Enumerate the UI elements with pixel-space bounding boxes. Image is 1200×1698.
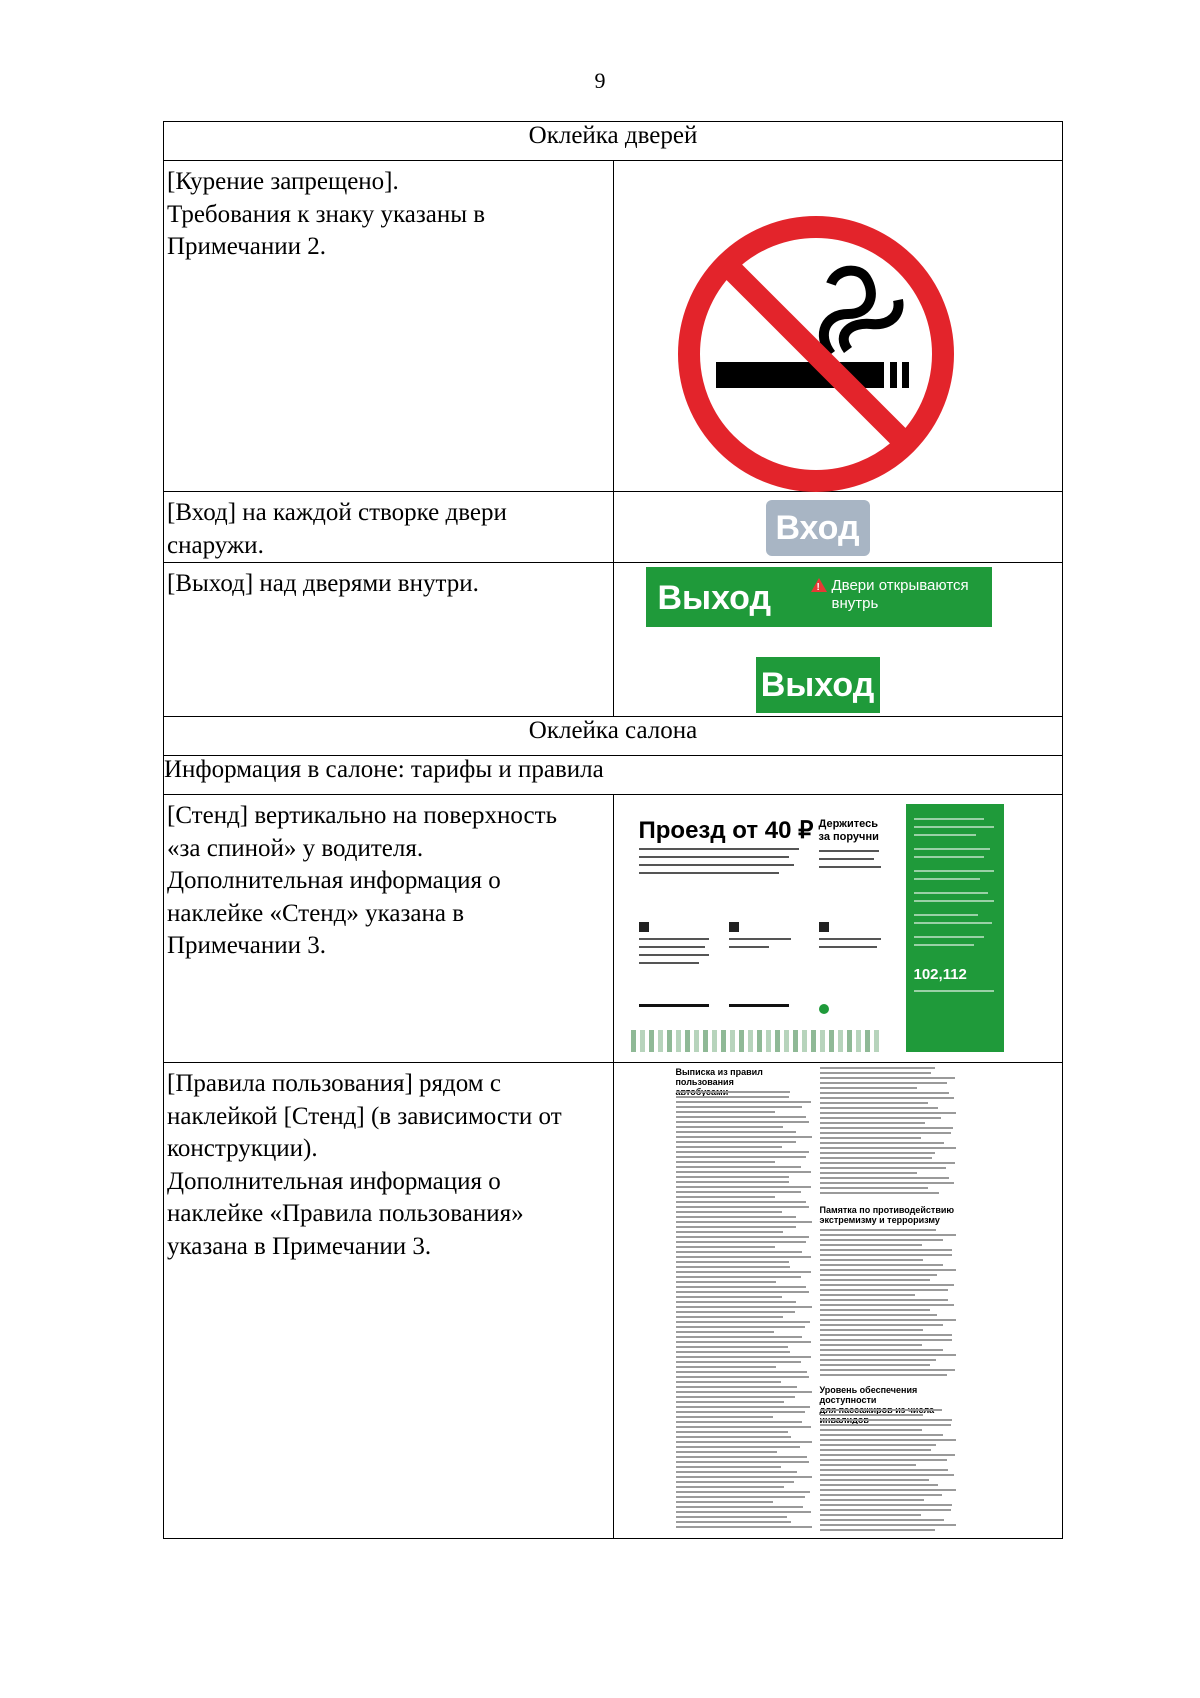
rules-text-line xyxy=(820,1254,952,1256)
exit-image-cell xyxy=(613,563,1063,717)
page-number: 9 xyxy=(594,68,606,93)
rules-text-line xyxy=(676,1156,806,1158)
rules-text-line xyxy=(820,1329,923,1331)
rules-text-line xyxy=(676,1341,811,1343)
rules-text-line xyxy=(820,1409,942,1411)
rules-text-line xyxy=(676,1491,810,1493)
rules-text-line xyxy=(676,1391,812,1393)
rules-text-line xyxy=(820,1309,930,1311)
rules-text-line xyxy=(676,1206,809,1208)
rules-text-line xyxy=(676,1411,805,1413)
salon-info-row: Информация в салоне: тарифы и правила xyxy=(164,756,1063,795)
exit-description-cell xyxy=(164,563,614,717)
rules-text-line xyxy=(820,1157,932,1159)
rules-text-line xyxy=(820,1524,956,1526)
stand-image-cell xyxy=(613,795,1063,1063)
rules-text-line xyxy=(676,1246,775,1248)
rules-text-line xyxy=(820,1429,922,1431)
stand-poster-hold: Держитесь за поручни xyxy=(818,818,879,843)
rules-text-line xyxy=(676,1401,784,1403)
rules-text-line xyxy=(820,1234,956,1236)
rules-text-line xyxy=(820,1324,943,1326)
rules-text-line xyxy=(676,1101,811,1103)
rules-text-line xyxy=(820,1339,952,1341)
rules-text-line xyxy=(676,1381,781,1383)
rules-text-line xyxy=(820,1364,930,1366)
rules-text-line xyxy=(676,1221,812,1223)
rules-description-cell xyxy=(164,1063,614,1539)
doors-section-header: Оклейка дверей xyxy=(164,122,1063,161)
rules-text-line xyxy=(676,1161,775,1163)
rules-text-line xyxy=(676,1131,796,1133)
entrance-sign: Вход xyxy=(766,500,870,556)
rules-text-line xyxy=(820,1494,942,1496)
rules-text-line xyxy=(676,1106,802,1108)
rules-text-line xyxy=(820,1077,955,1079)
rules-text-line xyxy=(676,1501,773,1503)
rules-text-line xyxy=(676,1256,811,1258)
rules-poster-heading-1: Выписка из правил пользования xyxy=(675,1067,763,1087)
rules-text-line xyxy=(676,1286,806,1288)
rules-text-line xyxy=(820,1504,952,1506)
salon-section-header: Оклейка салона xyxy=(164,717,1063,756)
rules-text-line xyxy=(676,1486,784,1488)
rules-text-line xyxy=(820,1107,938,1109)
rules-text-line xyxy=(676,1091,790,1093)
rules-text-line xyxy=(820,1319,956,1321)
rules-text-line xyxy=(820,1424,951,1426)
rules-text-line xyxy=(820,1369,955,1371)
rules-image-cell xyxy=(613,1063,1063,1539)
rules-text-line xyxy=(820,1249,952,1251)
rules-text-line xyxy=(676,1396,795,1398)
rules-text-line xyxy=(820,1269,956,1271)
rules-text-line xyxy=(820,1334,952,1336)
rules-text-line xyxy=(820,1152,935,1154)
rules-text-line xyxy=(820,1092,949,1094)
rules-text-line xyxy=(820,1499,924,1501)
rules-text-line xyxy=(820,1147,956,1149)
rules-text-line xyxy=(676,1471,797,1473)
rules-text-line xyxy=(820,1117,941,1119)
rules-text-line xyxy=(676,1181,789,1183)
stand-green-panel xyxy=(906,804,1004,1052)
rules-poster-heading-2: Памятка по противодействию экстремизму и терроризму xyxy=(819,1205,955,1225)
rules-text-line xyxy=(676,1351,790,1353)
rules-text-line xyxy=(676,1421,802,1423)
rules-text-line xyxy=(820,1229,936,1231)
rules-text-line xyxy=(676,1116,806,1118)
rules-text-line xyxy=(676,1281,776,1283)
rules-text-line xyxy=(676,1346,788,1348)
rules-text-line xyxy=(820,1162,955,1164)
rules-text-line xyxy=(820,1132,951,1134)
entrance-description-cell xyxy=(164,492,614,563)
rules-text-line xyxy=(820,1529,935,1531)
warning-icon: ! xyxy=(811,578,827,592)
rules-text-line xyxy=(820,1299,948,1301)
rules-text-line xyxy=(676,1241,806,1243)
rules-text-line xyxy=(676,1326,805,1328)
rules-text-line xyxy=(676,1336,802,1338)
rules-text-line xyxy=(676,1251,802,1253)
rules-text-line xyxy=(820,1172,917,1174)
rules-text-line xyxy=(820,1264,943,1266)
smoking-image-cell xyxy=(613,161,1063,492)
rules-text-line xyxy=(676,1481,794,1483)
rules-text-line xyxy=(676,1231,783,1233)
rules-text-line xyxy=(676,1331,774,1333)
rules-text-line xyxy=(676,1201,806,1203)
rules-text-line xyxy=(820,1167,946,1169)
rules-text-line xyxy=(676,1111,775,1113)
rules-text-line xyxy=(820,1484,938,1486)
rules-text-line xyxy=(820,1072,931,1074)
luggage-icon xyxy=(639,922,649,932)
rules-text-line xyxy=(676,1361,801,1363)
rules-text-line xyxy=(676,1406,810,1408)
rules-text-line xyxy=(676,1096,789,1098)
rules-text-line xyxy=(676,1196,775,1198)
rules-text-line xyxy=(676,1296,782,1298)
rules-text-line xyxy=(676,1466,781,1468)
rules-text-line xyxy=(676,1371,807,1373)
stand-poster-title: Проезд от 40 ₽ xyxy=(638,817,814,844)
exit-warning xyxy=(811,577,969,613)
rules-text-line xyxy=(676,1191,801,1193)
rules-text-line xyxy=(820,1067,935,1069)
rules-poster-heading-3: Уровень обеспечения доступности xyxy=(819,1385,918,1405)
rules-text-line xyxy=(820,1192,939,1194)
contactless-icon xyxy=(729,922,739,932)
rules-text-line xyxy=(676,1416,773,1418)
rules-text-line xyxy=(820,1449,931,1451)
rules-text-line xyxy=(676,1236,809,1238)
rules-text-line xyxy=(820,1439,956,1441)
rules-text-line xyxy=(820,1177,949,1179)
rules-text-line xyxy=(676,1271,811,1273)
rules-text-line xyxy=(820,1359,936,1361)
smoking-description-cell xyxy=(164,161,614,492)
rules-text-line xyxy=(820,1274,937,1276)
rules-text-line xyxy=(676,1446,800,1448)
rules-text-line xyxy=(820,1444,936,1446)
rules-text-line xyxy=(676,1291,809,1293)
stand-poster xyxy=(631,804,1004,1052)
rules-text-line xyxy=(820,1374,947,1376)
rules-text-line xyxy=(820,1354,956,1356)
rules-text-line xyxy=(676,1356,811,1358)
rules-text-line xyxy=(820,1459,947,1461)
rules-text-line xyxy=(820,1304,954,1306)
rules-text-line xyxy=(820,1284,954,1286)
rules-text-line xyxy=(676,1306,812,1308)
rules-text-line xyxy=(676,1431,788,1433)
rules-text-line xyxy=(676,1141,796,1143)
rules-text-line xyxy=(676,1276,801,1278)
rules-text-line xyxy=(820,1314,937,1316)
exit-sign-wide xyxy=(646,567,992,627)
rules-text-line xyxy=(676,1366,776,1368)
rules-text-line xyxy=(820,1087,917,1089)
first-aid-icon xyxy=(819,1004,829,1014)
rules-text-line xyxy=(676,1261,789,1263)
rules-text-line xyxy=(820,1112,956,1114)
rules-text-line xyxy=(820,1514,921,1516)
no-smoking-icon xyxy=(676,214,956,494)
rules-text-line xyxy=(676,1476,812,1478)
rules-text-line xyxy=(676,1441,812,1443)
entrance-image-cell xyxy=(613,492,1063,563)
rules-text-line xyxy=(676,1451,777,1453)
exit-sign-small: Выход xyxy=(756,657,880,713)
rules-text-line xyxy=(820,1289,948,1291)
rules-text-line xyxy=(820,1469,948,1471)
rules-text-line xyxy=(820,1344,922,1346)
rules-text-line xyxy=(820,1122,925,1124)
rules-text-line xyxy=(676,1321,810,1323)
entrance-description: [Вход] на каждой створке двери снаружи. xyxy=(167,499,507,559)
rules-text-line xyxy=(820,1294,915,1296)
rules-text-line xyxy=(820,1239,943,1241)
rules-text-line xyxy=(820,1349,943,1351)
rules-text-line xyxy=(676,1126,783,1128)
rules-text-line xyxy=(676,1211,782,1213)
exit-warning-text: Двери открываются внутрь xyxy=(831,577,969,612)
rules-text-line xyxy=(820,1097,954,1099)
smoking-description: [Курение запрещено]. Требования к знаку указаны в Примечании 2. xyxy=(167,168,486,260)
rules-text-line xyxy=(676,1426,811,1428)
stand-poster-phone: 102,112 xyxy=(913,966,967,983)
rules-text-line xyxy=(676,1266,790,1268)
no-alcohol-icon xyxy=(819,922,829,932)
rules-text-line xyxy=(820,1474,954,1476)
rules-text-line xyxy=(820,1489,956,1491)
rules-text-line xyxy=(676,1171,811,1173)
stand-description: [Стенд] вертикально на поверхность «за спиной» у водителя. Дополнительная информация о наклейке «Стенд» указана в Примечании 3. xyxy=(167,802,557,959)
rules-text-line xyxy=(676,1506,803,1508)
rules-text-line xyxy=(676,1226,796,1228)
stand-description-cell xyxy=(164,795,614,1063)
rules-text-line xyxy=(820,1414,923,1416)
rules-text-line xyxy=(676,1456,807,1458)
rules-text-line xyxy=(676,1311,795,1313)
rules-text-line xyxy=(820,1479,929,1481)
rules-text-line xyxy=(820,1259,923,1261)
exit-description: [Выход] над дверями внутри. xyxy=(167,570,479,597)
rules-text-line xyxy=(676,1216,796,1218)
rules-text-line xyxy=(820,1082,947,1084)
rules-text-line xyxy=(820,1519,944,1521)
exit-sign-label: Выход xyxy=(657,579,772,617)
rules-text-line xyxy=(676,1146,782,1148)
rules-text-line xyxy=(676,1516,787,1518)
rules-text-line xyxy=(676,1526,812,1528)
rules-text-line xyxy=(820,1102,928,1104)
rules-text-line xyxy=(676,1186,811,1188)
stand-ornament xyxy=(631,1030,883,1052)
rules-description: [Правила пользования] рядом с наклейкой [Стенд] (в зависимости от конструкции). Дополнительная информация о наклейке «Правила пользования» указана в Примечании 3. xyxy=(167,1070,562,1260)
rules-text-line xyxy=(820,1454,955,1456)
rules-text-line xyxy=(676,1461,809,1463)
rules-text-line xyxy=(676,1521,791,1523)
rules-text-line xyxy=(820,1142,944,1144)
rules-text-line xyxy=(820,1419,952,1421)
rules-text-line xyxy=(820,1182,954,1184)
rules-text-line xyxy=(676,1151,809,1153)
rules-text-line xyxy=(820,1279,930,1281)
rules-text-line xyxy=(820,1137,921,1139)
rules-text-line xyxy=(676,1386,797,1388)
rules-text-line xyxy=(676,1136,812,1138)
rules-text-line xyxy=(676,1436,791,1438)
rules-text-line xyxy=(676,1121,809,1123)
rules-text-line xyxy=(820,1187,928,1189)
rules-text-line xyxy=(820,1244,922,1246)
rules-text-line xyxy=(676,1496,805,1498)
rules-text-line xyxy=(820,1509,951,1511)
rules-text-line xyxy=(676,1316,783,1318)
rules-text-line xyxy=(820,1464,916,1466)
rules-text-line xyxy=(676,1176,789,1178)
rules-text-line xyxy=(676,1166,801,1168)
rules-text-line xyxy=(676,1511,811,1513)
rules-text-line xyxy=(676,1376,809,1378)
rules-text-line xyxy=(676,1301,796,1303)
rules-text-line xyxy=(820,1127,953,1129)
rules-text-line xyxy=(820,1434,943,1436)
stickers-table xyxy=(163,121,1063,1539)
rules-poster xyxy=(672,1063,960,1535)
